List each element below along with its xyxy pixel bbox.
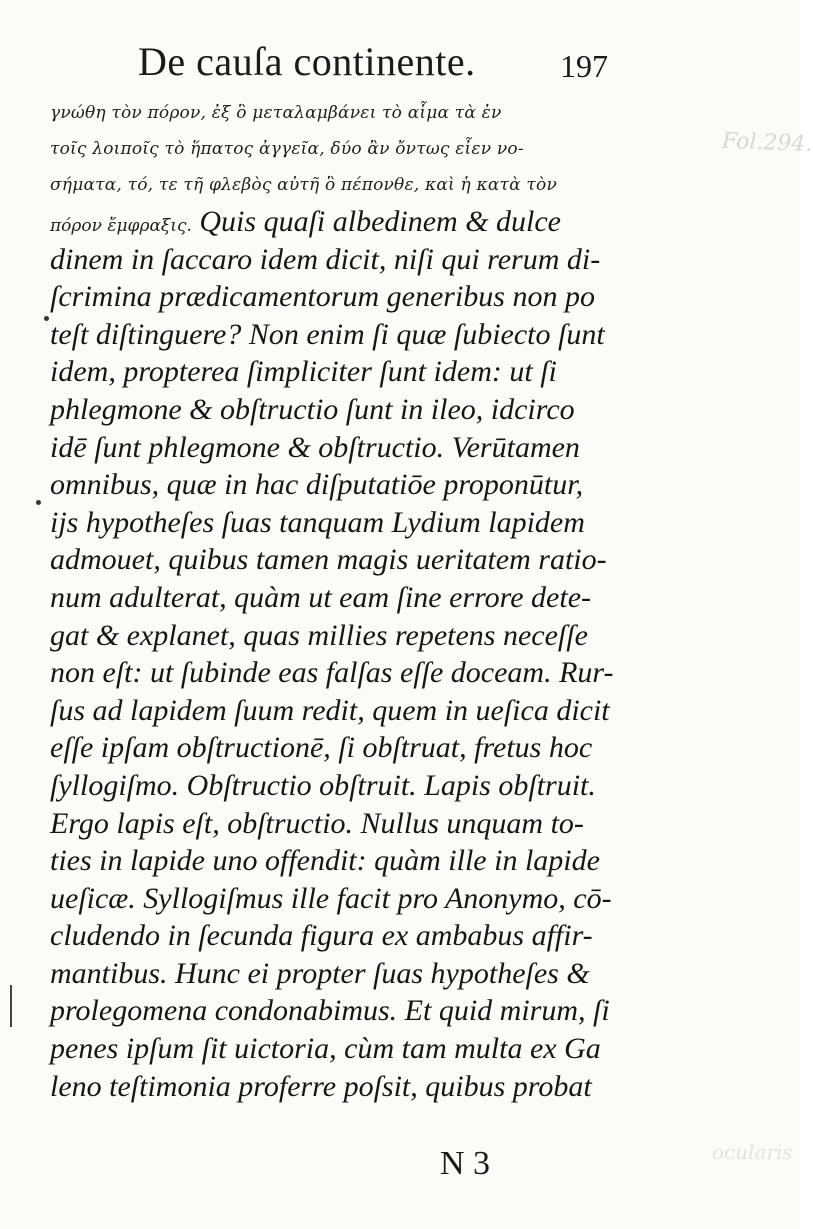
- latin-text-line: cludendo in ſecunda figura ex ambabus affir-: [50, 919, 593, 953]
- greek-text-line: τοῖς λοιποῖς τὸ ἥπατος ἀγγεῖα, δύο ἂν ὄντως εἶεν νο-: [50, 139, 524, 159]
- latin-text-line: dinem in ſaccaro idem dicit, niſi qui rerum di-: [50, 242, 601, 276]
- latin-text-line: mantibus. Hunc ei propter ſuas hypotheſes &: [50, 956, 590, 990]
- bleed-through-text: ocularis: [712, 1140, 793, 1164]
- margin-dot: [44, 316, 49, 321]
- greek-text-line: σήματα, τό, τε τῆ φλεβὸς αὐτῆ ὃ πέπονθε, καὶ ἡ κατὰ τὸν: [50, 175, 557, 195]
- greek-text-line: γνώθη τὸν πόρον, ἐξ ὃ μεταλαμβάνει τὸ αἷμα τὰ ἐν: [50, 103, 502, 123]
- mixed-text-line: [50, 203, 610, 241]
- latin-text-line: ties in lapide uno offendit: quàm ille in lapide: [50, 844, 600, 878]
- latin-text-line: ſyllogiſmo. Obſtructio obſtruit. Lapis obſtruit.: [50, 768, 596, 802]
- latin-text-line: prolegomena condonabimus. Et quid mirum, ſi: [50, 994, 610, 1028]
- latin-text-line: gat & explanet, quas millies repetens neceſſe: [50, 618, 588, 652]
- latin-text-line: ſcrimina prædicamentorum generibus non po: [50, 280, 595, 314]
- latin-text-line: num adulterat, quàm ut eam ſine errore dete-: [50, 580, 592, 614]
- latin-text-line: eſſe ipſam obſtructionē, ſi obſtruat, fretus hoc: [50, 731, 593, 765]
- latin-text-line: penes ipſum ſit uictoria, cùm tam multa ex Ga: [50, 1032, 601, 1066]
- latin-text-fragment: Quis quaſi albedinem & dulce: [191, 205, 562, 238]
- body-text: [50, 95, 614, 1105]
- margin-mark: [10, 985, 12, 1027]
- latin-text-line: idē ſunt phlegmone & obſtructio. Verūtamen: [50, 430, 580, 464]
- latin-text-line: teſt diſtinguere? Non enim ſi quæ ſubiecto ſunt: [50, 317, 605, 351]
- latin-text-line: non eſt: ut ſubinde eas falſas eſſe doceam. Rur-: [50, 656, 614, 690]
- latin-text-line: ijs hypotheſes ſuas tanquam Lydium lapidem: [50, 505, 585, 539]
- bleed-through-marginal-note: Fol.294.: [721, 128, 813, 157]
- running-head: De cauſa continente.: [138, 39, 476, 84]
- latin-text-line: Ergo lapis eſt, obſtructio. Nullus unquam to-: [50, 806, 584, 840]
- page-header: [138, 38, 608, 88]
- signature-mark: N 3: [440, 1145, 491, 1182]
- greek-text-fragment: πόρον ἔμφραξις.: [50, 216, 192, 236]
- latin-text-line: phlegmone & obſtructio ſunt in ileo, idcirco: [50, 392, 575, 426]
- latin-text-line: leno teſtimonia proferre poſsit, quibus probat: [50, 1069, 592, 1103]
- page-number: 197: [560, 48, 608, 84]
- latin-text-line: ſus ad lapidem ſuum redit, quem in ueſica dicit: [50, 693, 610, 727]
- latin-text-line: admouet, quibus tamen magis ueritatem ratio-: [50, 543, 607, 577]
- latin-text-line: idem, propterea ſimpliciter ſunt idem: ut ſi: [50, 355, 557, 389]
- margin-dot: [36, 500, 41, 505]
- latin-text-line: omnibus, quæ in hac diſputatiōe proponūtur,: [50, 468, 584, 502]
- latin-text-line: ueſicæ. Syllogiſmus ille facit pro Anonymo, cō-: [50, 881, 612, 915]
